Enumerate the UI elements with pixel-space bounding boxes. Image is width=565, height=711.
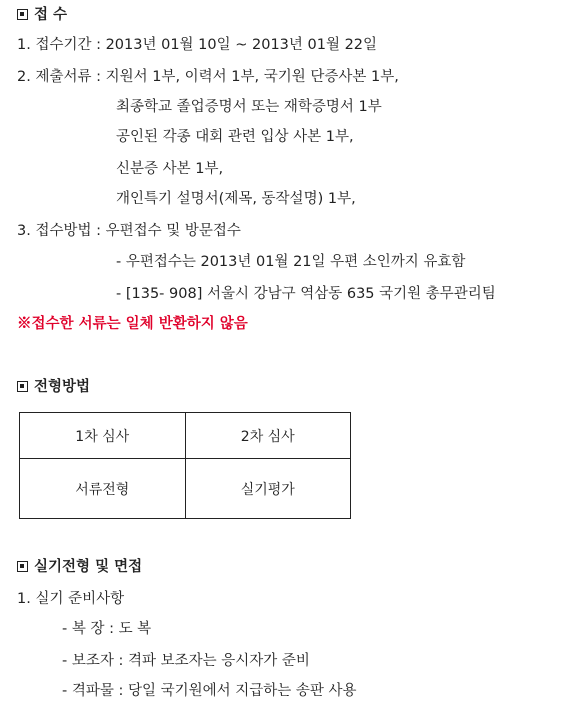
section-heading-reception: [17, 5, 67, 25]
section-title: 접 수: [34, 6, 68, 23]
section-heading-method: [17, 377, 90, 397]
documents-line-4: 신분증 사본 1부,: [116, 161, 224, 177]
section-marker-icon: [17, 9, 28, 20]
documents-line: [17, 67, 399, 87]
section-marker-icon: [17, 561, 28, 572]
table-cell: 2차 심사: [185, 413, 351, 459]
submission-label: 3. 접수방법 :: [17, 223, 106, 239]
table-cell: 서류전형: [20, 459, 186, 519]
section-heading-practical: [17, 557, 142, 577]
submission-method: [17, 221, 241, 241]
submission-detail-1: - 우편접수는 2013년 01월 21일 우편 소인까지 유효함: [116, 254, 466, 270]
section-title: 실기전형 및 면접: [34, 558, 143, 575]
reception-period: [17, 35, 377, 55]
section-title: 전형방법: [34, 378, 91, 395]
practical-item-title: 1. 실기 준비사항: [17, 591, 125, 607]
documents-label: 2. 제출서류 :: [17, 69, 106, 85]
documents-line-1: 지원서 1부, 이력서 1부, 국기원 단증사본 1부,: [105, 69, 399, 85]
section-marker-icon: [17, 381, 28, 392]
period-value: 2013년 01월 10일 ~ 2013년 01월 22일: [105, 37, 378, 53]
period-label: 1. 접수기간 :: [17, 37, 106, 53]
evaluation-table: [19, 412, 351, 519]
notice-text: ※접수한 서류는 일체 반환하지 않음: [17, 315, 248, 332]
submission-detail-2: - [135- 908] 서울시 강남구 역삼동 635 국기원 총무관리팀: [116, 286, 496, 302]
submission-value: 우편접수 및 방문접수: [105, 223, 241, 239]
documents-line-2: 최종학교 졸업증명서 또는 재학증명서 1부: [116, 99, 382, 115]
practical-detail-2: - 보조자 : 격파 보조자는 응시자가 준비: [62, 653, 310, 669]
table-cell: 1차 심사: [20, 413, 186, 459]
table-cell: 실기평가: [185, 459, 351, 519]
table-row: [20, 459, 351, 519]
documents-line-5: 개인특기 설명서(제목, 동작설명) 1부,: [116, 191, 356, 207]
practical-detail-1: - 복 장 : 도 복: [62, 621, 152, 637]
documents-line-3: 공인된 각종 대회 관련 입상 사본 1부,: [116, 129, 354, 145]
practical-detail-3: - 격파물 : 당일 국기원에서 지급하는 송판 사용: [62, 683, 357, 699]
table-header-row: [20, 413, 351, 459]
